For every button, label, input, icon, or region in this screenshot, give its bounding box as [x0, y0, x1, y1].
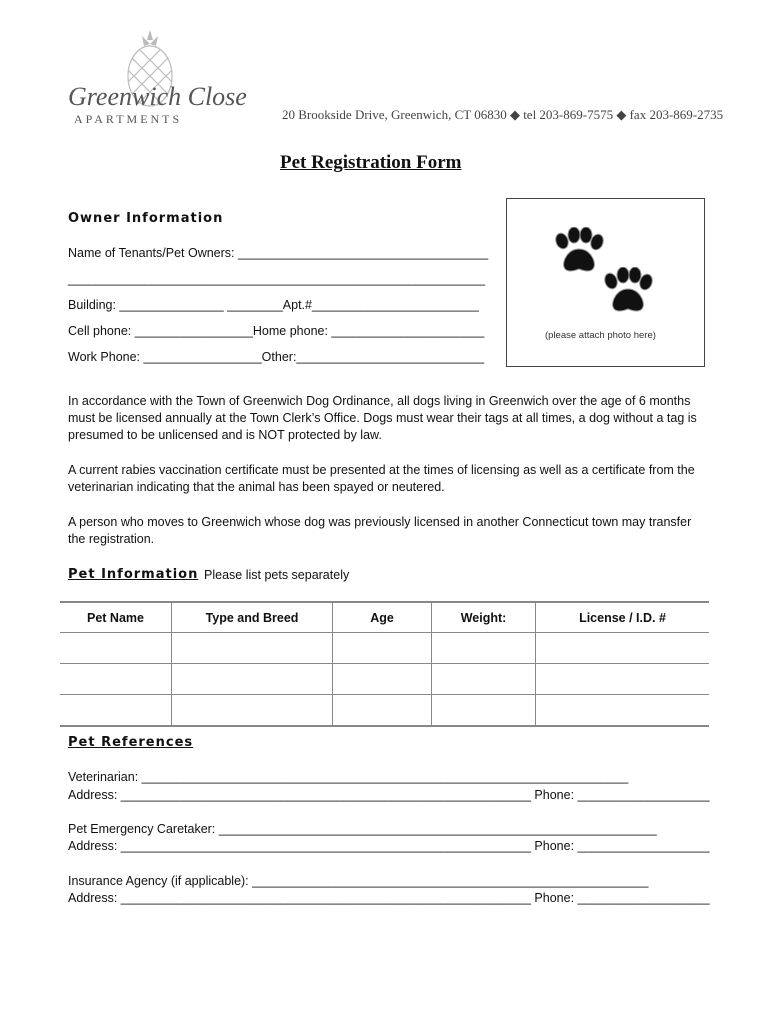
col-weight: Weight:: [432, 602, 536, 633]
photo-box[interactable]: [506, 198, 705, 367]
brand-subtitle: APARTMENTS: [74, 112, 183, 126]
logo: [66, 30, 247, 130]
table-cell[interactable]: [60, 633, 172, 664]
table-row: [60, 633, 709, 664]
references-section-heading: Pet References: [68, 735, 194, 750]
page-title: Pet Registration Form: [280, 152, 462, 173]
caretaker-address-field[interactable]: Address: ___________________________________________________________ Phone: ___________________: [68, 839, 710, 853]
owner-name-field[interactable]: Name of Tenants/Pet Owners: ____________________________________: [68, 246, 489, 260]
table-cell[interactable]: [536, 664, 710, 695]
rabies-paragraph: A current rabies vaccination certificate must be presented at the times of licensing as well as a certificate from the veterinarian indicating that the animal has been spayed or neutered.: [68, 463, 695, 494]
table-cell[interactable]: [60, 695, 172, 727]
table-cell[interactable]: [432, 695, 536, 727]
table-cell[interactable]: [172, 633, 333, 664]
table-cell[interactable]: [60, 664, 172, 695]
table-cell[interactable]: [536, 695, 710, 727]
owner-section-heading: Owner Information: [68, 211, 224, 226]
table-cell[interactable]: [536, 633, 710, 664]
phone-fields[interactable]: Cell phone: _________________Home phone: ______________________: [68, 324, 485, 338]
table-row: [60, 664, 709, 695]
paw-print-icon: [601, 267, 653, 315]
transfer-paragraph: A person who moves to Greenwich whose dog was previously licensed in another Connecticut town may transfer the registration.: [68, 515, 692, 546]
caretaker-field[interactable]: Pet Emergency Caretaker: _______________________________________________________________: [68, 822, 657, 836]
table-cell[interactable]: [432, 664, 536, 695]
photo-caption: (please attach photo here): [545, 330, 656, 341]
paw-print-icon: [552, 227, 604, 275]
table-cell[interactable]: [172, 664, 333, 695]
insurance-address-field[interactable]: Address: ___________________________________________________________ Phone: ___________________: [68, 891, 710, 905]
table-cell[interactable]: [333, 695, 432, 727]
col-age: Age: [333, 602, 432, 633]
owner-name-field-cont[interactable]: ____________________________________________________________: [68, 272, 486, 286]
col-license: License / I.D. #: [536, 602, 710, 633]
col-type-breed: Type and Breed: [172, 602, 333, 633]
pet-section-heading: Pet Information: [68, 567, 199, 582]
contact-address: 20 Brookside Drive, Greenwich, CT 06830 ◆ tel 203-869-7575 ◆ fax 203-869-2735: [282, 107, 724, 122]
veterinarian-field[interactable]: Veterinarian: ______________________________________________________________________: [68, 770, 629, 784]
table-cell[interactable]: [333, 664, 432, 695]
veterinarian-address-field[interactable]: Address: ___________________________________________________________ Phone: ___________________: [68, 788, 710, 802]
pet-section-note: Please list pets separately: [204, 568, 350, 582]
table-cell[interactable]: [333, 633, 432, 664]
work-other-fields[interactable]: Work Phone: _________________Other:___________________________: [68, 350, 485, 364]
ordinance-paragraph: In accordance with the Town of Greenwich Dog Ordinance, all dogs living in Greenwich over the age of 6 months must be licensed annually at the Town Clerk’s Office. Dogs must wear their tags at all times, a dog without a tag is presumed to be unlicensed and is NOT protected by law.: [68, 394, 697, 442]
table-cell[interactable]: [172, 695, 333, 727]
table-header-row: [60, 602, 709, 633]
pet-table: [60, 601, 709, 727]
col-pet-name: Pet Name: [60, 602, 172, 633]
brand-name: Greenwich Close: [68, 82, 247, 111]
table-cell[interactable]: [432, 633, 536, 664]
table-row: [60, 695, 709, 727]
building-apt-field[interactable]: Building: _______________ ________Apt.#________________________: [68, 298, 479, 312]
insurance-field[interactable]: Insurance Agency (if applicable): _________________________________________________________: [68, 874, 649, 888]
